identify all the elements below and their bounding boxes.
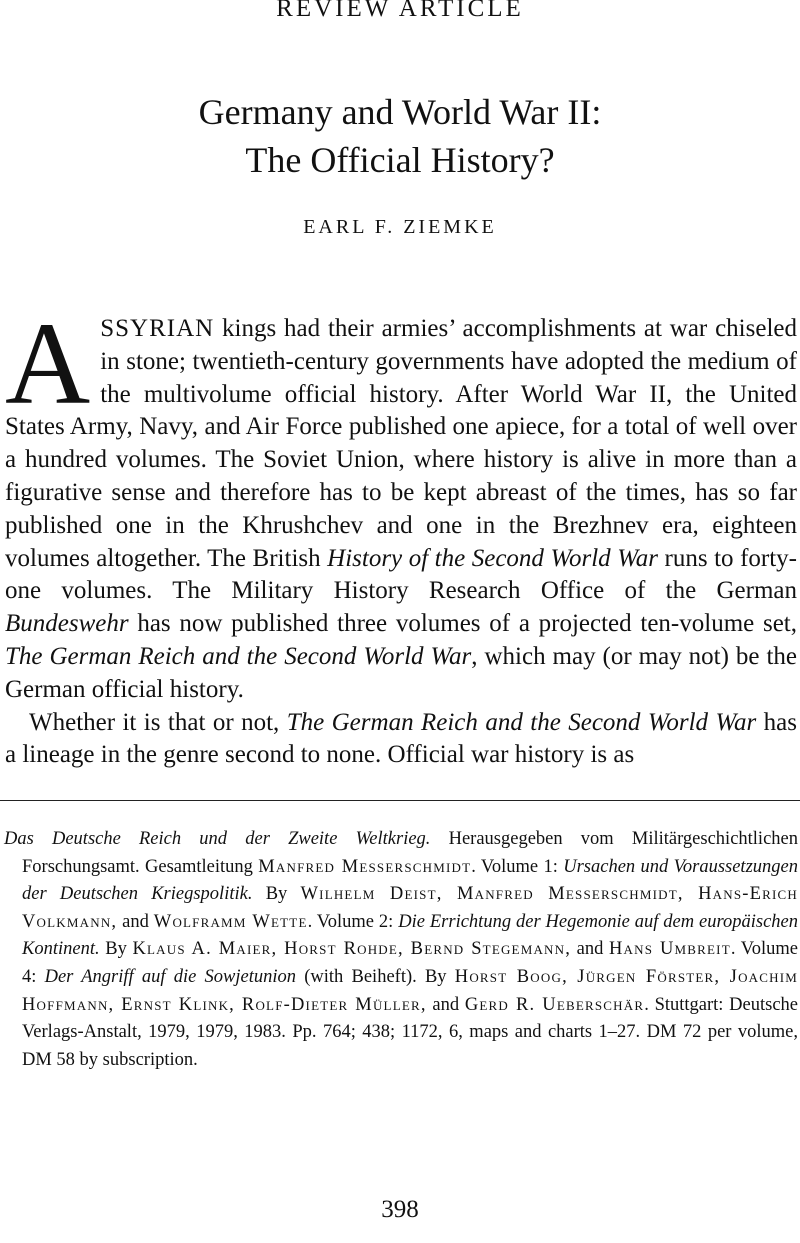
italic-title: Das Deutsche Reich und der Zweite Weltkrieg. <box>4 829 431 849</box>
text-run: . Volume 2: <box>307 911 399 932</box>
author-names: Wolframm Wette <box>153 911 308 932</box>
italic-title: The German Reich and the Second World War <box>5 642 472 670</box>
editor-name: Manfred Messerschmidt <box>258 856 472 877</box>
italic-title: Der Angriff auf die Sowjetunion <box>44 966 297 987</box>
title-line-1: Germany and World War II: <box>198 92 602 132</box>
italic-title: The German Reich and the Second World War <box>286 708 757 736</box>
lead-word: SSYRIAN <box>100 315 215 342</box>
paragraph-2 <box>5 707 797 773</box>
text-run: and <box>426 994 465 1015</box>
author-names: Horst Boog, Jürgen Förster, Joachim Hoffmann, Ernst Klink, Rolf-Dieter Müller, <box>22 966 798 1015</box>
article-body <box>5 298 798 772</box>
text-run: , which may (or may not) be the German official history. <box>5 642 797 703</box>
author-names: Wilhelm Deist, Manfred Messerschmidt, Hans-Erich Volkmann, <box>22 884 798 932</box>
text-run: and <box>117 911 154 932</box>
text-run: runs to forty-one volumes. The Military History Research Office of the German <box>5 544 797 605</box>
text-run: has a lineage in the genre second to none. Official war history is as <box>5 708 798 769</box>
text-run: By <box>252 884 301 905</box>
text-run: By <box>99 939 133 960</box>
article-title <box>0 88 800 184</box>
author-names: Hans Umbreit <box>609 939 731 960</box>
text-run: Herausgegeben vom Militärgeschichtlichen Forschungsamt. Gesamtleitung <box>22 829 798 877</box>
text-run: . Volume 1: <box>471 856 564 877</box>
italic-term: Bundeswehr <box>5 610 129 638</box>
title-line-2: The Official History? <box>245 140 555 180</box>
footnote-divider <box>0 800 800 801</box>
text-run: and <box>571 939 609 960</box>
text-run: . Volume 4: <box>22 939 798 987</box>
drop-cap: A <box>5 298 91 429</box>
text-run: . Stuttgart: Deutsche Verlags-Anstalt, 1979, 1979, 1983. Pp. 764; 438; 1172, 6, maps and charts 1–27. DM 72 per volume, DM 58 by subscription. <box>22 994 798 1070</box>
italic-title: Die Errichtung der Hegemonie auf dem europäischen Kontinent. <box>22 911 798 960</box>
text-run: Whether it is that or not, <box>29 708 287 736</box>
italic-title: History of the Second World War <box>327 544 658 572</box>
running-head: REVIEW ARTICLE <box>276 0 524 22</box>
author-name: EARL F. ZIEMKE <box>303 216 497 238</box>
page-number: 398 <box>381 1196 419 1223</box>
italic-title: Ursachen und Voraussetzungen der Deutschen Kriegspolitik. <box>22 856 798 905</box>
author-names: Gerd R. Ueberschär <box>464 994 645 1015</box>
text-run: (with Beiheft). By <box>296 966 455 987</box>
footnote-citation <box>4 826 798 1074</box>
paragraph-1 <box>5 298 797 707</box>
text-run: kings had their armies’ accomplishments at war chiseled in stone; twentieth-century governments have adopted the medium of the multivolume official history. After World War II, the United States Army, Navy, and Air Force published one apiece, for a total of well over a hundred volumes. The Soviet Union, where history is alive in more than a figurative sense and therefore has to be kept abreast of the times, has so far published one in the Khrushchev and one in the Brezhnev era, eighteen volumes altogether. The British <box>5 315 797 572</box>
text-run: has now published three volumes of a projected ten-volume set, <box>128 610 797 638</box>
author-names: Klaus A. Maier, Horst Rohde, Bernd Stegemann, <box>132 939 572 960</box>
